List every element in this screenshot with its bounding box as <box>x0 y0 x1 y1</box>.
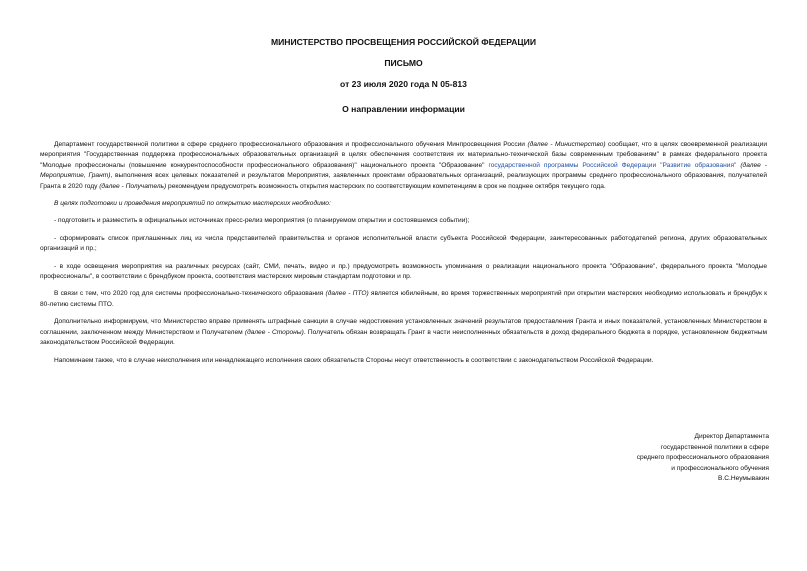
paragraph-sanctions-note: (далее - Стороны) <box>244 328 304 336</box>
paragraph-intro-part-f: , выполнения всех целевых показателей и результатов Мероприятия, заявленных проектами образовательных организаций, реализующих программы среднего профессионального образования, получателей Гранта в 2020 году <box>40 172 767 190</box>
signature-line: государственной политики в сфере <box>660 443 769 451</box>
document-date-number: от 23 июля 2020 года N 05-813 <box>340 79 467 89</box>
paragraph-intro-note-recipient: (далее - Получатель) <box>99 182 167 190</box>
paragraph-anniversary-part-c: является юбилейным, во время торжественных мероприятий при открытии мастерских необходимо использовать и брендбук к 80-летию системы ПТО. <box>40 290 767 308</box>
document-subject: О направлении информации <box>342 104 465 114</box>
paragraph-anniversary <box>40 289 767 310</box>
list-item-press-release: - подготовить и разместить в официальных источниках пресс-релиз мероприятия (о планируемом открытии и состоявшемся событии); <box>54 217 470 225</box>
signature-line: среднего профессионального образования <box>636 454 769 461</box>
paragraph-intro-part-c: сообщает, что в целях своевременной реализации мероприятия "Государственная поддержка профессиональных образовательных организаций в целях обеспечения соответствия их материально-технической базы современным требованиям" в рамках федерального проекта "Молодые профессионалы (повышение конкурентоспособности профессионального образования)" национального проекта "Образование" <box>40 141 768 169</box>
list-item-media-coverage: - в ходе освещения мероприятия на различных ресурсах (сайт, СМИ, печать, видео и пр.) предусмотреть возможность упоминания о реализации национального проекта "Образование", федерального проекта "Молодые профессионалы", в соответствии с брендбуком проекта, соответствия мастерских мировым стандартам подготовки и пр. <box>40 262 767 281</box>
signatory-name: В.С.Неумывакин <box>718 475 769 482</box>
list-item-guest-list: - сформировать список приглашенных лиц из числа представителей правительства и органов исполнительной власти субъекта Российской Федерации, заинтересованных работодателей региона, других образовательных организаций и пр.; <box>40 234 767 253</box>
paragraph-intro-note-grant: (далее - Мероприятие, Грант) <box>40 161 767 180</box>
paragraph-liability: Напоминаем также, что в случае неисполнения или ненадлежащего исполнения своих обязательств Стороны несут ответственность в соответствии с законодательством Российской Федерации. <box>54 356 654 364</box>
ministry-title: МИНИСТЕРСТВО ПРОСВЕЩЕНИЯ РОССИЙСКОЙ ФЕДЕРАЦИИ <box>270 37 537 47</box>
letter-body <box>40 140 767 373</box>
paragraph-sanctions <box>40 317 767 348</box>
paragraph-sanctions-part-c: . Получатель обязан возвращать Грант в части неисполненных обязательств в доход федерального бюджета в порядке, установленном бюджетным законодательством Российской Федерации. <box>40 328 767 347</box>
signature-line: Директор Департамента <box>694 433 769 440</box>
paragraph-requirements-lead: В целях подготовки и проведения мероприятий по открытию мастерских необходимо: <box>54 200 331 208</box>
paragraph-sanctions-part-a: Дополнительно информируем, что Министерство вправе применять штрафные санкции в случае недостижения установленных значений результатов предоставления Гранта и иных показателей, установленных Министерством в соглашении, заключенном между Министерством и Получателем <box>40 318 767 336</box>
paragraph-intro-part-a: Департамент государственной политики в сфере среднего профессионального образования и профессионального обучения Минпросвещения России <box>54 141 528 148</box>
paragraph-intro-part-h: рекомендуем предусмотреть возможность открытия мастерских по соответствующим компетенциям в срок не позднее октября текущего года. <box>166 182 606 190</box>
paragraph-anniversary-note: (далее - ПТО) <box>325 290 369 298</box>
paragraph-intro <box>40 140 767 192</box>
state-program-link[interactable]: государственной программы Российской Федерации "Развитие образования" <box>488 161 737 169</box>
document-type: ПИСЬМО <box>384 58 423 68</box>
signature-block <box>569 432 769 485</box>
signature-line: и профессионального обучения <box>671 464 769 472</box>
paragraph-anniversary-part-a: В связи с тем, что 2020 год для системы профессионально-технического образования <box>54 290 326 298</box>
paragraph-intro-note-ministry: (далее - Министерство) <box>527 141 606 148</box>
